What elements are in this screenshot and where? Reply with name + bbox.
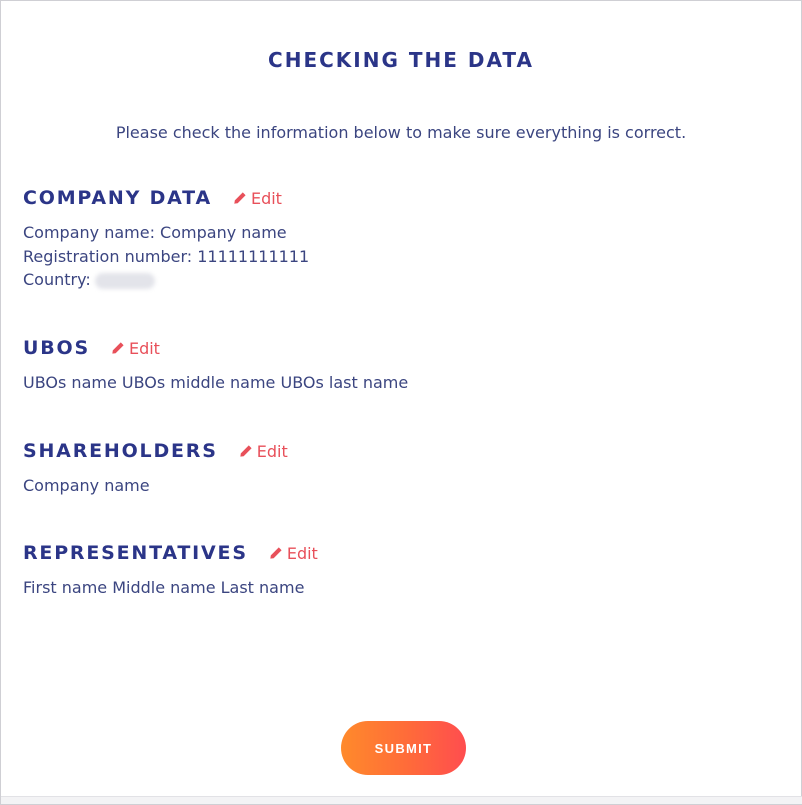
edit-label: Edit xyxy=(256,441,288,461)
submit-button[interactable]: SUBMIT xyxy=(341,721,466,775)
section-representatives xyxy=(23,540,318,600)
section-shareholders xyxy=(23,438,288,498)
company-name-line: Company name: Company name xyxy=(23,223,287,242)
country-value-redacted xyxy=(95,273,155,289)
ubos-edit-link[interactable] xyxy=(110,339,160,358)
bottom-divider xyxy=(1,796,802,804)
edit-label: Edit xyxy=(286,543,318,563)
pencil-icon xyxy=(238,444,253,459)
pencil-icon xyxy=(268,546,283,561)
ubos-heading: UBOS xyxy=(23,337,90,359)
representatives-edit-link[interactable] xyxy=(268,544,318,563)
page-title: CHECKING THE DATA xyxy=(268,48,534,72)
ubo-entry: UBOs name UBOs middle name UBOs last name xyxy=(23,373,409,392)
country-label: Country: xyxy=(23,270,91,289)
section-ubos xyxy=(23,335,408,395)
company-data-heading: COMPANY DATA xyxy=(23,187,212,209)
company-data-edit-link[interactable] xyxy=(232,189,282,208)
shareholder-entry: Company name xyxy=(23,476,150,495)
shareholders-edit-link[interactable] xyxy=(238,442,288,461)
country-line xyxy=(23,268,309,292)
shareholders-heading: SHAREHOLDERS xyxy=(23,440,218,462)
section-company-data xyxy=(23,185,309,292)
representative-entry: First name Middle name Last name xyxy=(23,578,305,597)
intro-text: Please check the information below to make sure everything is correct. xyxy=(115,123,687,142)
representatives-heading: REPRESENTATIVES xyxy=(23,542,248,564)
pencil-icon xyxy=(110,341,125,356)
edit-label: Edit xyxy=(128,338,160,358)
registration-number-line: Registration number: 11111111111 xyxy=(23,246,310,266)
pencil-icon xyxy=(232,191,247,206)
edit-label: Edit xyxy=(250,188,282,208)
